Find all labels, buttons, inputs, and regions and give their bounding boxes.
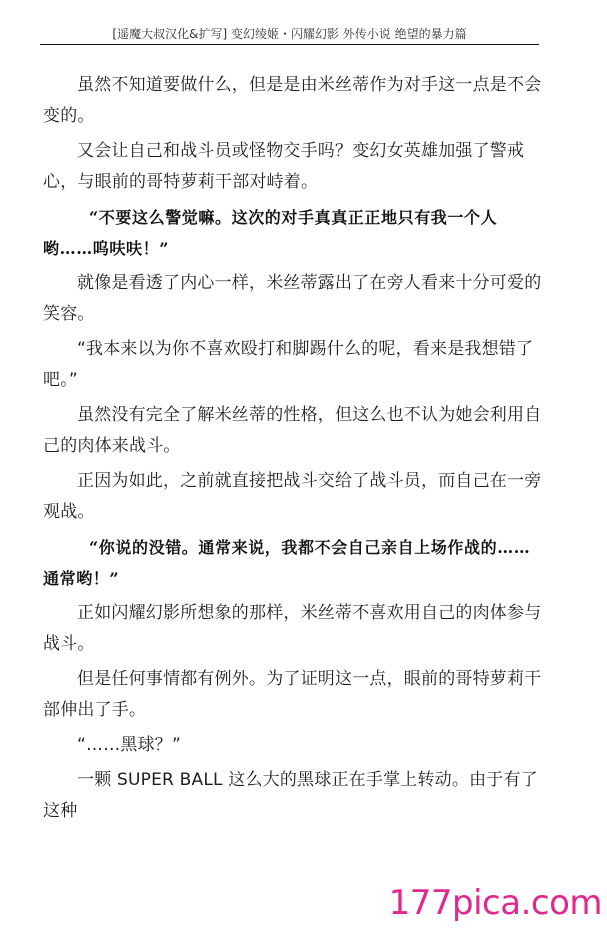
paragraph: “……黑球？” xyxy=(77,735,182,755)
page-header-title: [遥魔大叔汉化&扩写] 变幻绫姬・闪耀幻影 外传小说 绝望的暴力篇 xyxy=(112,27,467,41)
paragraph: “我本来以为你不喜欢殴打和脚踢什么的呢，看来是我想错了吧。” xyxy=(43,339,534,390)
paragraph: 又会让自己和战斗员或怪物交手吗？变幻女英雄加强了警戒心，与眼前的哥特萝莉干部对峙着。 xyxy=(43,141,525,192)
paragraph: 正因为如此，之前就直接把战斗交给了战斗员，而自己在一旁观战。 xyxy=(43,471,542,522)
paragraph: 正如闪耀幻影所想象的那样，米丝蒂不喜欢用自己的肉体参与战斗。 xyxy=(43,603,542,654)
paragraph: 虽然不知道要做什么，但是是由米丝蒂作为对手这一点是不会变的。 xyxy=(43,75,542,126)
page-body xyxy=(43,70,543,827)
dialogue-paragraph: “不要这么警觉嘛。这次的对手真真正正地只有我一个人哟……呜呋呋！” xyxy=(43,208,498,258)
site-watermark: 177pica.com xyxy=(388,883,602,923)
paragraph: 一颗 SUPER BALL 这么大的黑球正在手掌上转动。由于有了这种 xyxy=(43,770,538,821)
dialogue-paragraph: “你说的没错。通常来说，我都不会自己亲自上场作战的……通常哟！” xyxy=(43,538,531,588)
paragraph: 就像是看透了内心一样，米丝蒂露出了在旁人看来十分可爱的笑容。 xyxy=(43,273,542,324)
paragraph: 虽然没有完全了解米丝蒂的性格，但这么也不认为她会利用自己的肉体来战斗。 xyxy=(43,405,542,456)
paragraph: 但是任何事情都有例外。为了证明这一点，眼前的哥特萝莉干部伸出了手。 xyxy=(43,669,542,720)
header-divider xyxy=(40,44,539,45)
